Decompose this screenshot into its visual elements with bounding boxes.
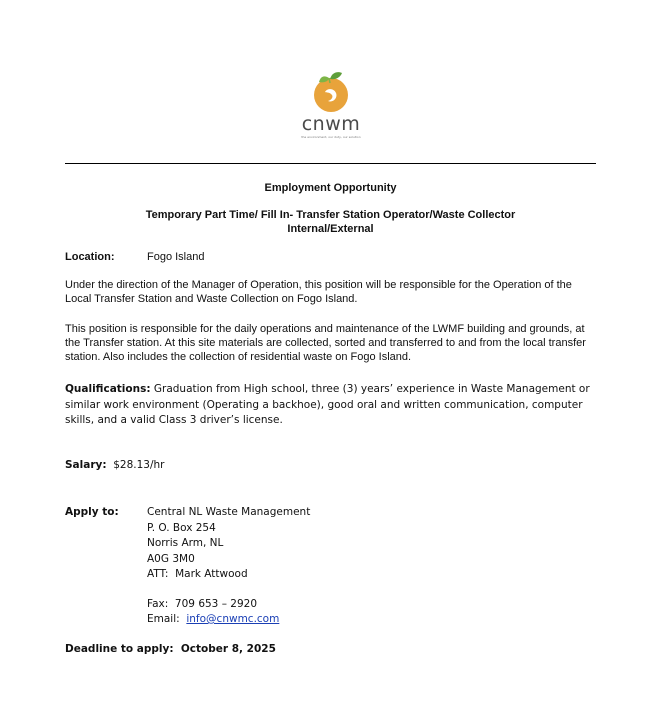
- location-label: Location:: [65, 251, 115, 263]
- deadline: Deadline to apply: October 8, 2025: [65, 643, 276, 655]
- job-title-line-2: Internal/External: [287, 223, 374, 235]
- apply-postal-code: A0G 3M0: [147, 552, 195, 565]
- page-heading: Employment Opportunity: [264, 182, 397, 194]
- logo-circle: [314, 78, 348, 112]
- qualifications-label: Qualifications:: [65, 383, 151, 395]
- apply-org: Central NL Waste Management: [147, 506, 311, 518]
- location-value: Fogo Island: [147, 251, 205, 263]
- logo-tagline: the environment, our duty, our solution: [301, 135, 361, 139]
- apply-address: [147, 505, 310, 628]
- job-title-line-1: Temporary Part Time/ Fill In- Transfer Station Operator/Waste Collector: [145, 209, 516, 221]
- email-link[interactable]: info@cnwmc.com: [186, 613, 280, 625]
- apply-po-box: P. O. Box 254: [147, 521, 216, 534]
- paragraph-overview: Under the direction of the Manager of Operation, this position will be responsible for the Operation of the Local Transfer Station and Waste Collection on Fogo Island.: [65, 279, 572, 305]
- apply-fax: Fax: 709 653 – 2920: [147, 597, 258, 610]
- apply-city: Norris Arm, NL: [147, 537, 224, 549]
- salary-label: Salary:: [65, 459, 107, 471]
- salary-value: $28.13/hr: [106, 459, 165, 471]
- apply-label: Apply to:: [65, 506, 119, 518]
- apply-email-label: Email:: [147, 613, 187, 625]
- logo-wordmark: cnwm: [301, 113, 361, 135]
- qualifications: [65, 382, 605, 429]
- apply-attention: ATT: Mark Attwood: [147, 568, 248, 580]
- header-divider: [65, 163, 596, 164]
- logo-leaf-right: [330, 72, 342, 79]
- paragraph-responsibilities: This position is responsible for the daily operations and maintenance of the LWMF building and grounds, at the Transfer station. At this site materials are collected, sorted and transferred to and from the local transfer station. Also includes the collection of residential waste on Fogo Island.: [65, 323, 586, 363]
- qualifications-text: Graduation from High school, three (3) years’ experience in Waste Management or similar work environment (Operating a backhoe), good oral and written communication, computer skills, and a valid Class 3 driver’s license.: [65, 383, 590, 426]
- salary: [65, 458, 165, 474]
